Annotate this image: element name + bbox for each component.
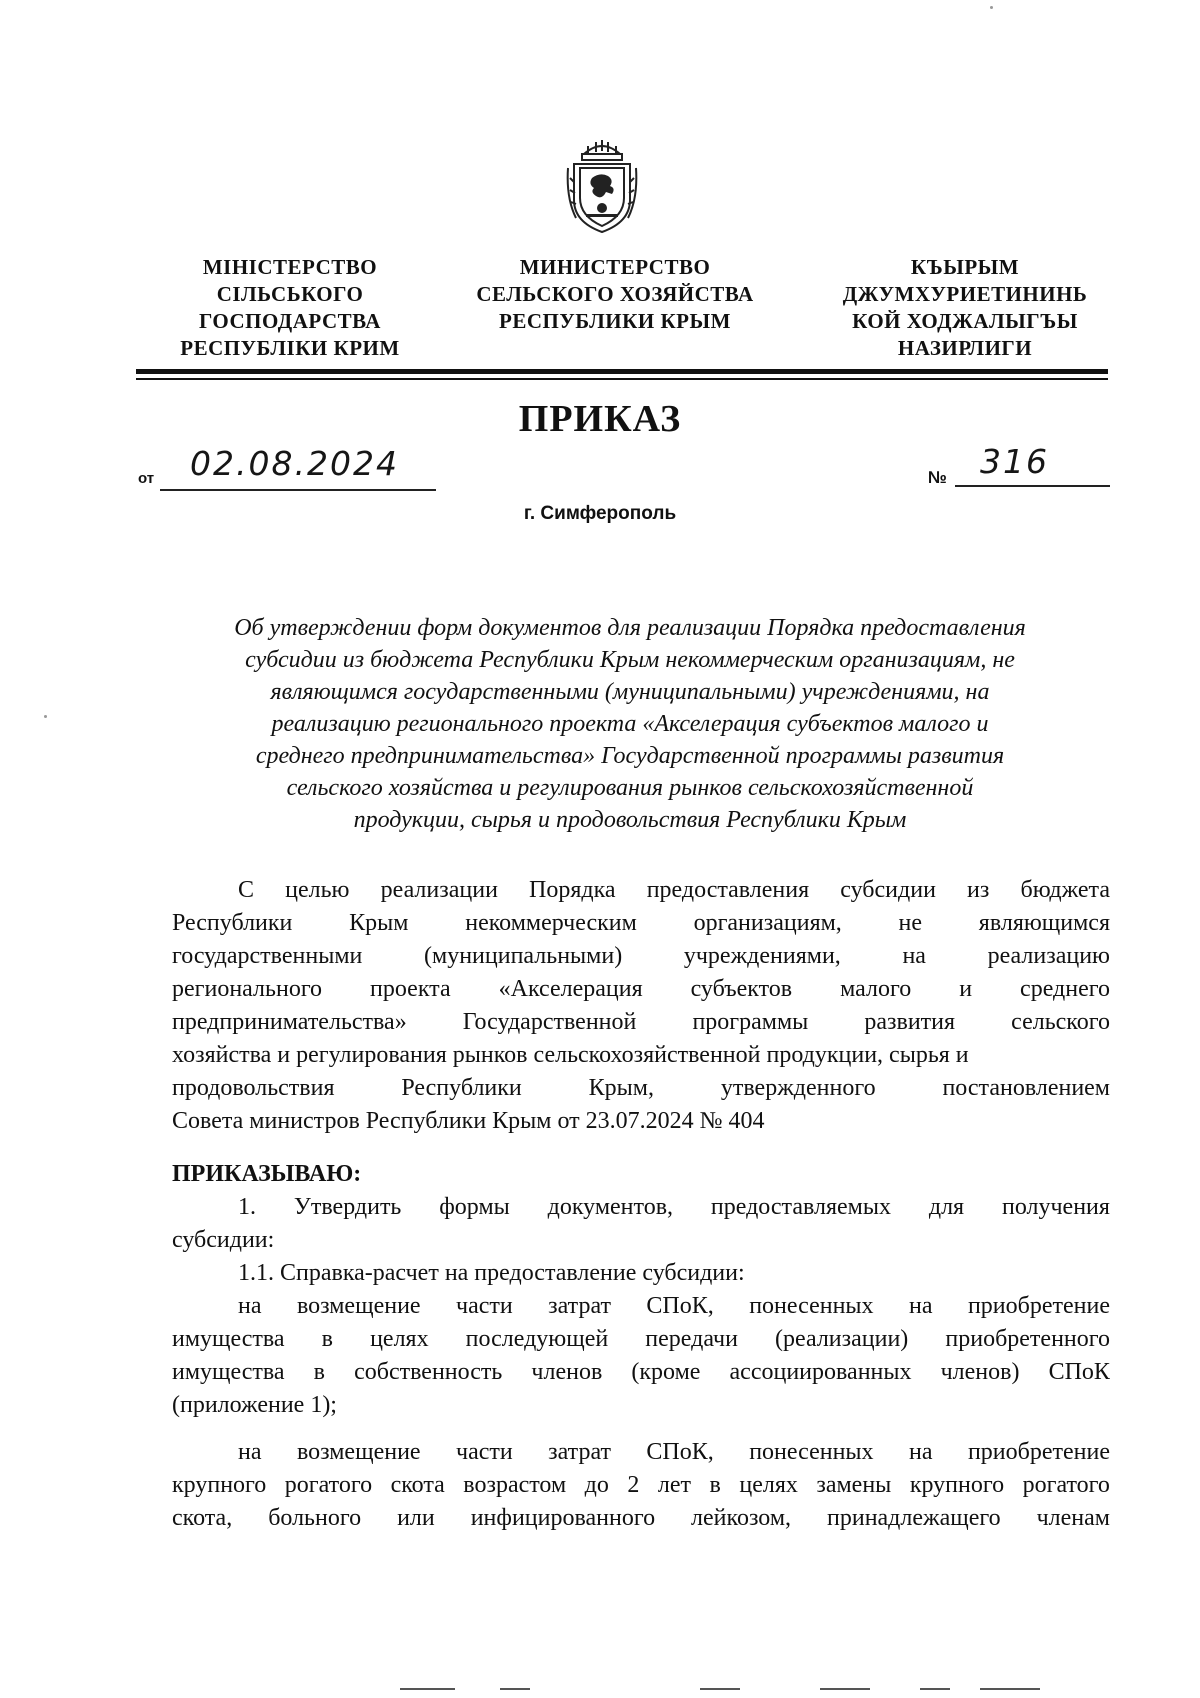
word: регионального [172,976,323,1002]
header-divider-thick [136,369,1108,374]
word: ассоциированных [729,1359,912,1385]
word: имущества [172,1359,285,1385]
word: Утвердить [293,1194,402,1220]
preamble-last-line: Совета министров Республики Крым от 23.07.2024 № 404 [172,1108,765,1134]
word: целью [285,877,350,903]
word: некоммерческим [465,910,637,936]
word: принадлежащего [827,1505,1001,1531]
header-divider-thin [136,378,1108,380]
word: понесенных [749,1293,874,1319]
word: утвержденного [720,1075,876,1101]
subject-line: сельского хозяйства и регулирования рынков сельскохозяйственной [286,775,974,801]
word: продовольствия [172,1075,335,1101]
word: скота, [172,1505,233,1531]
page-bottom-marks [400,1688,1100,1692]
word: развития [864,1009,956,1035]
word: формы [439,1194,510,1220]
number-underline [955,485,1110,487]
word: рогатого [1022,1472,1110,1498]
para-b-line [172,1436,1110,1469]
word: в [313,1359,326,1385]
preamble-line [172,1072,1110,1105]
header-line: НАЗИРЛИГИ [897,336,1033,360]
header-line: КЪЫРЫМ [910,255,1020,279]
word: на [238,1439,262,1465]
subject-line: среднего предпринимательства» Государственной программы развития [255,743,1005,769]
word: (муниципальными) [424,943,623,969]
word: до [584,1472,609,1498]
word: целях [739,1472,798,1498]
header-line: РЕСПУБЛИКИ КРЫМ [499,309,731,333]
handwritten-date: 02.08.2024 [190,444,399,483]
header-line: МИНИСТЕРСТВО [519,255,711,279]
word: СПоК [1048,1359,1110,1385]
crimea-coat-of-arms-icon [566,138,638,236]
word: или [397,1505,435,1531]
word: получения [1001,1194,1110,1220]
word: С [238,877,255,903]
paragraph-gap [172,1422,1110,1436]
word: Государственной [462,1009,637,1035]
word: возрастом [463,1472,567,1498]
word: лейкозом, [691,1505,792,1531]
word: целях [370,1326,429,1352]
word: 2 [627,1472,640,1498]
word: скота [390,1472,445,1498]
handwritten-number: 316 [980,442,1049,481]
word: не [898,910,923,936]
word: понесенных [749,1439,874,1465]
word: имущества [172,1326,285,1352]
word: бюджета [1020,877,1110,903]
word: на [909,1439,933,1465]
word: (реализации) [775,1326,909,1352]
header-line: КОЙ ХОДЖАЛЫГЪЫ [852,309,1078,333]
word: государственными [172,943,363,969]
para-a-line [172,1323,1110,1356]
word: Республики [401,1075,522,1101]
para-b-line [172,1469,1110,1502]
header-line: ГОСПОДАРСТВА [199,309,381,333]
word: являющимся [978,910,1110,936]
word: замены [816,1472,892,1498]
date-label: от [138,470,155,487]
preamble-line [172,907,1110,940]
word: затрат [548,1293,611,1319]
word: последующей [465,1326,609,1352]
word: лет [657,1472,691,1498]
preamble-line [172,1006,1110,1039]
word: организациям, [693,910,842,936]
header-line: ДЖУМХУРИЕТИНИНЬ [842,282,1088,306]
word: хозяйства и регулирования рынков сельскохозяйственной продукции, сырья и [172,1042,969,1068]
word: членам [1036,1505,1110,1531]
word: на [238,1293,262,1319]
word: приобретение [967,1439,1110,1465]
word: для [928,1194,965,1220]
word: 1. [238,1194,256,1220]
para-a-line [172,1290,1110,1323]
word: возмещение [296,1293,421,1319]
word: приобретенного [945,1326,1110,1352]
word: части [456,1439,513,1465]
word: предпринимательства» [172,1009,407,1035]
document-title: ПРИКАЗ [518,398,682,440]
word: передачи [645,1326,738,1352]
header-line: СІЛЬСЬКОГО [216,282,364,306]
word: сельского [1011,1009,1110,1035]
preamble-line [172,1039,1110,1072]
word: документов, [547,1194,674,1220]
subject-line: реализацию регионального проекта «Акселерация субъектов малого и [271,711,989,737]
subject-line: являющимся государственными (муниципальными) учреждениями, на [270,679,990,705]
word: учреждениями, [683,943,841,969]
word: предоставления [646,877,810,903]
subject-line: продукции, сырья и продовольствия Республики Крым [353,807,907,833]
word: собственность [354,1359,503,1385]
order-heading: ПРИКАЗЫВАЮ: [172,1161,362,1187]
word: возмещение [296,1439,421,1465]
subject-line: Об утверждении форм документов для реализации Порядка предоставления [234,615,1026,641]
preamble-line [172,940,1110,973]
word: (кроме [631,1359,701,1385]
word: крупного [172,1472,267,1498]
word: и [959,976,973,1002]
header-crimean-tatar [805,254,1125,362]
word: среднего [1020,976,1110,1002]
word: инфицированного [470,1505,656,1531]
word: субсидии [840,877,936,903]
header-line: РЕСПУБЛІКИ КРИМ [180,336,400,360]
preamble [172,874,1110,1105]
word: членов [531,1359,603,1385]
item-1-continuation: субсидии: [172,1227,275,1253]
city: г. Симферополь [523,503,677,524]
word: постановлением [942,1075,1110,1101]
word: реализацию [987,943,1110,969]
word: в [709,1472,721,1498]
header-ukrainian [155,254,425,362]
preamble-line [172,973,1110,1006]
para-a-last-line: (приложение 1); [172,1392,337,1418]
order-subject [155,612,1105,836]
word: больного [268,1505,362,1531]
word: приобретение [967,1293,1110,1319]
header-line: СЕЛЬСКОГО ХОЗЯЙСТВА [476,282,754,306]
word: «Акселерация [498,976,643,1002]
word: СПоК, [646,1293,714,1319]
word: субъектов [690,976,793,1002]
para-a-line [172,1356,1110,1389]
number-label: № [928,468,947,487]
order-body [172,874,1110,1535]
word: СПоК, [646,1439,714,1465]
word: в [321,1326,333,1352]
scan-speck [44,715,47,718]
word: Крым, [588,1075,654,1101]
word: предоставляемых [710,1194,891,1220]
word: реализации [380,877,498,903]
item-1-line [172,1191,1110,1224]
word: на [909,1293,933,1319]
word: Крым [349,910,409,936]
header-line: МІНІСТЕРСТВО [202,255,378,279]
header-russian [455,254,775,335]
scan-speck [990,6,993,9]
word: малого [840,976,912,1002]
word: проекта [370,976,451,1002]
item-1-1: 1.1. Справка-расчет на предоставление субсидии: [238,1260,745,1286]
word: членов) [940,1359,1020,1385]
date-underline [160,489,436,491]
word: из [967,877,990,903]
word: Республики [172,910,293,936]
para-b-line [172,1502,1110,1535]
word: на [902,943,926,969]
word: программы [692,1009,809,1035]
word: Порядка [529,877,616,903]
word: затрат [548,1439,611,1465]
word: части [456,1293,513,1319]
word: рогатого [284,1472,373,1498]
subject-line: субсидии из бюджета Республики Крым некоммерческим организациям, не [245,647,1015,673]
preamble-line [172,874,1110,907]
word: крупного [909,1472,1005,1498]
